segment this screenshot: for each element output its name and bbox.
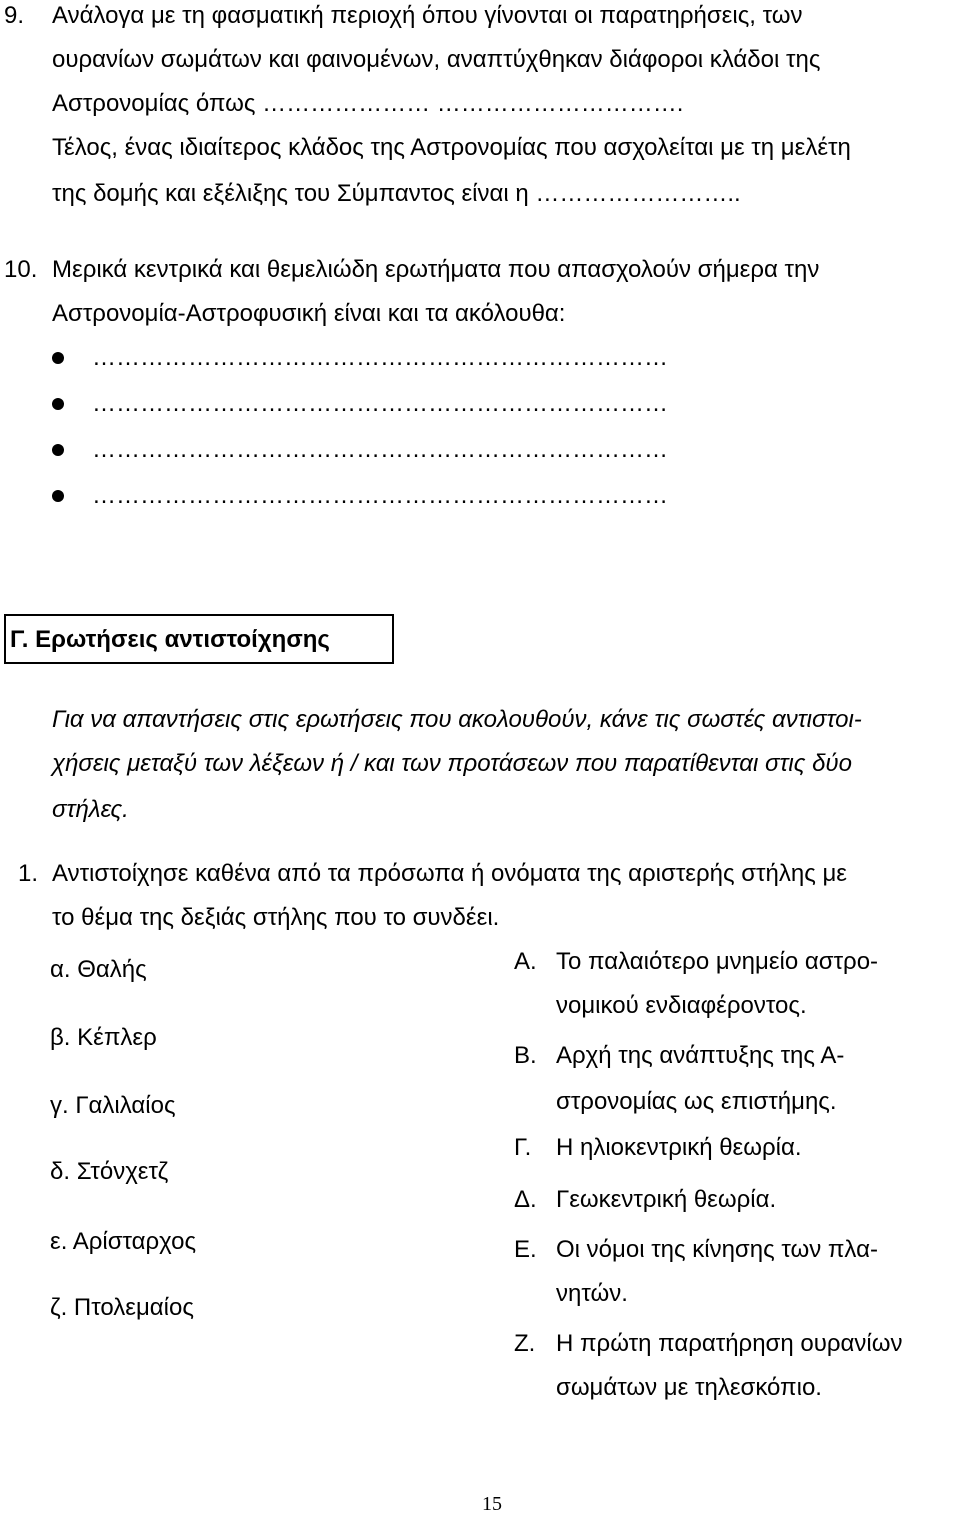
section-heading-box	[4, 614, 394, 664]
left-item-a: α. Θαλής	[50, 956, 147, 983]
page-number: 15	[482, 1493, 502, 1515]
question-10-line-2: Αστρονομία-Αστροφυσική είναι και τα ακόλουθα:	[52, 300, 566, 327]
question-9-line-1: Ανάλογα με τη φασματική περιοχή όπου γίνονται οι παρατηρήσεις, των	[52, 2, 803, 29]
question-9-line-2: ουρανίων σωμάτων και φαινομένων, αναπτύχθηκαν διάφοροι κλάδοι της	[52, 46, 821, 73]
right-item-C-line-1: Η ηλιοκεντρική θεωρία.	[556, 1134, 802, 1161]
right-item-E-line-1: Οι νόμοι της κίνησης των πλα-	[556, 1236, 878, 1263]
left-item-b: β. Κέπλερ	[50, 1024, 157, 1051]
left-item-f: ζ. Πτολεμαίος	[50, 1294, 194, 1321]
answer-blank-1[interactable]: ………………………………………………………………	[92, 344, 668, 371]
question-9-line-3: Αστρονομίας όπως ………………… ………………………….	[52, 90, 684, 117]
left-item-e: ε. Αρίσταρχος	[50, 1228, 197, 1255]
question-9-line-5: της δομής και εξέλιξης του Σύμπαντος είναι η ……………………..	[52, 180, 741, 207]
right-item-B-letter: Β.	[514, 1042, 537, 1069]
question-1-number: 1.	[18, 860, 39, 887]
right-item-F-line-2: σωμάτων με τηλεσκόπιο.	[556, 1374, 822, 1401]
right-item-A-letter: Α.	[514, 948, 537, 975]
right-item-D-letter: Δ.	[514, 1186, 537, 1213]
question-9-number: 9.	[4, 2, 25, 29]
question-9-line-4: Τέλος, ένας ιδιαίτερος κλάδος της Αστρονομίας που ασχολείται με τη μελέτη	[52, 134, 851, 161]
bullet-icon	[52, 490, 64, 502]
right-item-B-line-1: Αρχή της ανάπτυξης της Α-	[556, 1042, 845, 1069]
question-1-line-2: το θέμα της δεξιάς στήλης που το συνδέει.	[52, 904, 500, 931]
question-10-number: 10.	[4, 256, 38, 283]
right-item-F-letter: Ζ.	[514, 1330, 536, 1357]
answer-blank-4[interactable]: ………………………………………………………………	[92, 482, 668, 509]
answer-blank-2[interactable]: ………………………………………………………………	[92, 390, 668, 417]
right-item-A-line-2: νομικού ενδιαφέροντος.	[556, 992, 807, 1019]
question-10-line-1: Μερικά κεντρικά και θεμελιώδη ερωτήματα που απασχολούν σήμερα την	[52, 256, 820, 283]
bullet-icon	[52, 398, 64, 410]
left-item-c: γ. Γαλιλαίος	[50, 1092, 176, 1119]
left-item-d: δ. Στόνχετζ	[50, 1158, 169, 1185]
bullet-icon	[52, 352, 64, 364]
right-item-F-line-1: Η πρώτη παρατήρηση ουρανίων	[556, 1330, 903, 1357]
right-item-E-letter: Ε.	[514, 1236, 537, 1263]
question-1-line-1: Αντιστοίχησε καθένα από τα πρόσωπα ή ονόματα της αριστερής στήλης με	[52, 860, 847, 887]
bullet-icon	[52, 444, 64, 456]
answer-blank-3[interactable]: ………………………………………………………………	[92, 436, 668, 463]
right-item-A-line-1: Το παλαιότερο μνημείο αστρο-	[556, 948, 879, 975]
section-title: Γ. Ερωτήσεις αντιστοίχησης	[10, 626, 330, 653]
right-item-B-line-2: στρονομίας ως επιστήμης.	[556, 1088, 837, 1115]
instructions-line-1: Για να απαντήσεις στις ερωτήσεις που ακολουθούν, κάνε τις σωστές αντιστοι-	[52, 706, 862, 733]
instructions-line-2: χήσεις μεταξύ των λέξεων ή / και των προτάσεων που παρατίθενται στις δύο	[52, 750, 852, 777]
instructions-line-3: στήλες.	[52, 796, 129, 823]
right-item-C-letter: Γ.	[514, 1134, 532, 1161]
right-item-D-line-1: Γεωκεντρική θεωρία.	[556, 1186, 777, 1213]
right-item-E-line-2: νητών.	[556, 1280, 628, 1307]
